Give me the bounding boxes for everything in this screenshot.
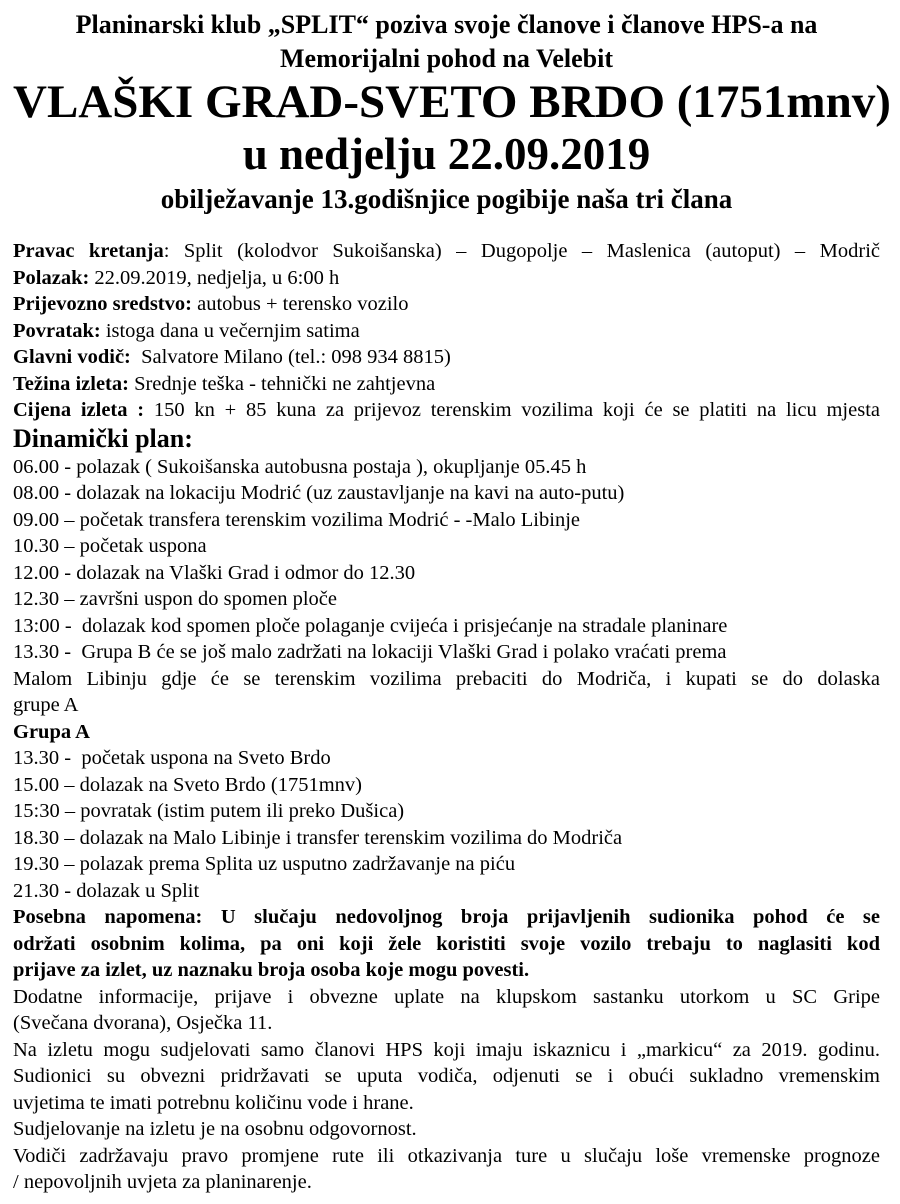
plan-line: 06.00 - polazak ( Sukoišanska autobusna postaja ), okupljanje 05.45 h bbox=[13, 455, 587, 478]
group-a-line: 19.30 – polazak prema Splita uz usputno zadržavanje na piću bbox=[13, 853, 516, 875]
document-body bbox=[13, 238, 880, 1196]
plan-line: 09.00 – početak transfera terenskim vozilima Modrić - -Malo Libinje bbox=[13, 508, 580, 531]
plan-heading: Dinamički plan: bbox=[13, 423, 193, 453]
header-line-2: Memorijalni pohod na Velebit bbox=[280, 44, 613, 73]
plan-line: 12.30 – završni uspon do spomen ploče bbox=[13, 588, 337, 610]
footer-line: uvjetima te imati potrebnu količinu vode i hrane. bbox=[13, 1091, 414, 1114]
group-a-heading: Grupa A bbox=[13, 720, 90, 743]
plan-line: 13.30 - Grupa B će se još malo zadržati na lokaciji Vlaški Grad i polako vraćati prema bbox=[13, 641, 727, 663]
group-a-line: 21.30 - dolazak u Split bbox=[13, 879, 200, 902]
special-note-line: prijave za izlet, uz naznaku broja osoba koje mogu povesti. bbox=[13, 959, 530, 981]
footer-line: / nepovoljnih uvjeta za planinarenje. bbox=[13, 1171, 312, 1193]
info-line-difficulty bbox=[13, 371, 880, 398]
plan-line: Malom Libinju gdje će se terenskim vozilima prebaciti do Modriča, i kupati se do dolaska bbox=[13, 667, 880, 690]
special-note-line: održati osobnim kolima, pa oni koji žele koristiti svoje vozilo trebaju to naglasiti kod bbox=[13, 932, 880, 955]
info-label-transport: Prijevozno sredstvo: bbox=[13, 293, 192, 315]
footer-line: (Svečana dvorana), Osječka 11. bbox=[13, 1012, 273, 1034]
info-text-return: istoga dana u večernjim satima bbox=[100, 319, 360, 342]
info-label-return: Povratak: bbox=[13, 319, 101, 342]
page-title: VLAŠKI GRAD-SVETO BRDO (1751mnv) bbox=[13, 76, 891, 128]
info-text-route: : Split (kolodvor Sukoišanska) – Dugopolje – Maslenica (autoput) – Modrič bbox=[163, 240, 880, 262]
info-line-price bbox=[13, 397, 880, 424]
info-text-transport: autobus + terensko vozilo bbox=[191, 293, 409, 315]
group-a-line: 15.00 – dolazak na Sveto Brdo (1751mnv) bbox=[13, 773, 363, 796]
info-text-difficulty: Srednje teška - tehnički ne zahtjevna bbox=[128, 372, 436, 395]
event-date-line: u nedjelju 22.09.2019 bbox=[242, 129, 651, 179]
info-text-price: 150 kn + 85 kuna za prijevoz terenskim vozilima koji će se platiti na licu mjesta bbox=[144, 399, 881, 421]
info-line-transport bbox=[13, 291, 880, 318]
footer-line: Sudionici su obvezni pridržavati se uputa vodiča, odjenuti se i obući sukladno vremenskim bbox=[13, 1065, 880, 1087]
plan-line: 12.00 - dolazak na Vlaški Grad i odmor do 12.30 bbox=[13, 561, 416, 584]
plan-line: grupe A bbox=[13, 694, 79, 716]
group-a-line: 15:30 – povratak (istim putem ili preko Dušica) bbox=[13, 800, 405, 822]
footer-line: Vodiči zadržavaju pravo promjene rute ili otkazivanja ture u slučaju loše vremenske prognoze bbox=[13, 1144, 880, 1167]
footer-line: Na izletu mogu sudjelovati samo članovi HPS koji imaju iskaznicu i „markicu“ za 2019. godinu. bbox=[13, 1038, 880, 1061]
info-label-price: Cijena izleta : bbox=[13, 399, 145, 421]
footer-line: Dodatne informacije, prijave i obvezne uplate na klupskom sastanku utorkom u SC Gripe bbox=[13, 985, 880, 1008]
header-subtitle: obilježavanje 13.godišnjice pogibije naša tri člana bbox=[160, 184, 733, 214]
group-a-line: 18.30 – dolazak na Malo Libinje i transfer terenskim vozilima do Modriča bbox=[13, 826, 623, 849]
group-a-line: 13.30 - početak uspona na Sveto Brdo bbox=[13, 747, 331, 769]
info-label-difficulty: Težina izleta: bbox=[13, 372, 129, 395]
info-line-return bbox=[13, 318, 880, 345]
info-label-departure: Polazak: bbox=[13, 266, 90, 289]
plan-line: 10.30 – početak uspona bbox=[13, 535, 207, 557]
info-line-guide bbox=[13, 344, 880, 371]
info-line-route bbox=[13, 238, 880, 265]
header-line-1: Planinarski klub „SPLIT“ poziva svoje članove i članove HPS-a na bbox=[75, 10, 818, 39]
info-label-route: Pravac kretanja bbox=[13, 240, 164, 262]
footer-line: Sudjelovanje na izletu je na osobnu odgovornost. bbox=[13, 1118, 417, 1140]
plan-line: 13:00 - dolazak kod spomen ploče polaganje cvijeća i prisjećanje na stradale planinare bbox=[13, 614, 728, 637]
document-header bbox=[13, 8, 891, 218]
info-label-guide: Glavni vodič: bbox=[13, 346, 131, 368]
info-text-guide: Salvatore Milano (tel.: 098 934 8815) bbox=[130, 346, 451, 368]
info-line-departure bbox=[13, 265, 880, 292]
info-text-departure: 22.09.2019, nedjelja, u 6:00 h bbox=[89, 266, 340, 289]
plan-line: 08.00 - dolazak na lokaciju Modrić (uz zaustavljanje na kavi na auto-putu) bbox=[13, 482, 625, 504]
special-note-line: Posebna napomena: U slučaju nedovoljnog broja prijavljenih sudionika pohod će se bbox=[13, 906, 880, 928]
